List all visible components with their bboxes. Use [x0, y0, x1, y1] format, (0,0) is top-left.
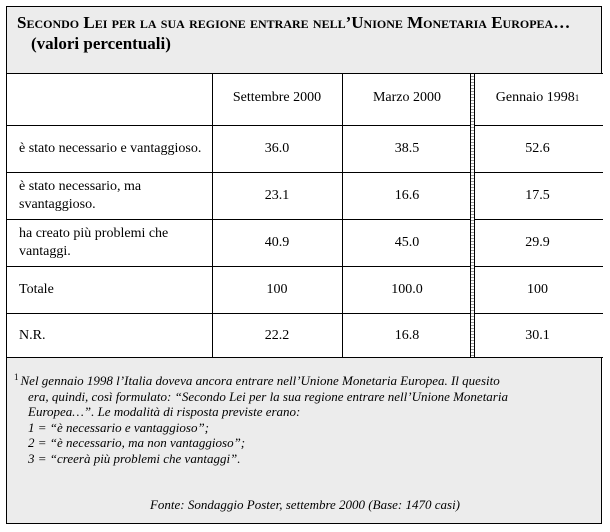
title-main: Secondo Lei per la sua regione entrare nell’Unione Monetaria Europea… [17, 13, 571, 32]
table-cell: 17.5 [525, 188, 550, 203]
table-cell: 40.9 [264, 235, 290, 250]
table-row [7, 313, 603, 358]
table-cell: 52.6 [525, 141, 550, 156]
table-cell: 23.1 [264, 188, 290, 203]
table-row [7, 172, 603, 219]
table-cell: 45.0 [394, 235, 420, 250]
column-divider-double [470, 74, 475, 357]
table-row [7, 219, 603, 266]
footnote [14, 373, 596, 466]
table-cell: 16.8 [394, 328, 420, 343]
footnote-line: 3 = “creerà più problemi che vantaggi”. [28, 450, 241, 466]
table-cell: 100.0 [391, 282, 423, 297]
footnote-line: Europea…”. Le modalità di risposta previste erano: [28, 404, 301, 419]
table-cell: 38.5 [394, 141, 420, 156]
table-cell: 30.1 [525, 328, 550, 343]
footnote-line: 2 = “è necessario, ma non vantaggioso”; [28, 435, 246, 450]
table-cell: 29.9 [525, 235, 550, 250]
column-divider [342, 74, 343, 357]
table-cell: 16.6 [394, 188, 420, 203]
footnote-line: 1 = “è necessario e vantaggioso”; [28, 419, 210, 435]
header-empty-cell [7, 74, 212, 121]
table-title [17, 12, 587, 54]
footnote-line: $^1$ Nel gennaio 1998 l’Italia doveva ancora entrare nell’Unione Monetaria Europea. Il quesito [14, 371, 500, 388]
footnote-marker: 1 [14, 371, 19, 382]
source-note: Fonte: Sondaggio Poster, settembre 2000 (Base: 1470 casi) [149, 497, 461, 512]
row-label: è stato necessario e vantaggioso. [19, 141, 202, 156]
table-cell: 100 [266, 282, 288, 297]
table-cell: 100 [527, 282, 548, 297]
table-cell: 22.2 [264, 328, 290, 343]
row-label: N.R. [19, 328, 46, 343]
column-header: Gennaio 1998 1 [495, 89, 580, 105]
column-header: Settembre 2000 [232, 89, 322, 105]
column-header: Marzo 2000 [372, 89, 442, 105]
column-header-label: Gennaio 1998 [495, 89, 575, 105]
footnote-line: era, quindi, così formulato: “Secondo Lei per la sua regione entrare nell’Unione Monetaria [28, 388, 508, 404]
data-table [7, 73, 603, 358]
table-row [7, 125, 603, 172]
table-cell: 36.0 [264, 141, 290, 156]
table-row [7, 266, 603, 313]
row-label: ha creato più problemi che vantaggi. [19, 226, 169, 259]
row-label: Totale [19, 282, 54, 297]
title-unit: (valori percentuali) [31, 34, 171, 53]
table-header-row [7, 74, 603, 121]
column-divider [212, 74, 213, 357]
row-label: è stato necessario, ma svantaggioso. [19, 179, 142, 212]
